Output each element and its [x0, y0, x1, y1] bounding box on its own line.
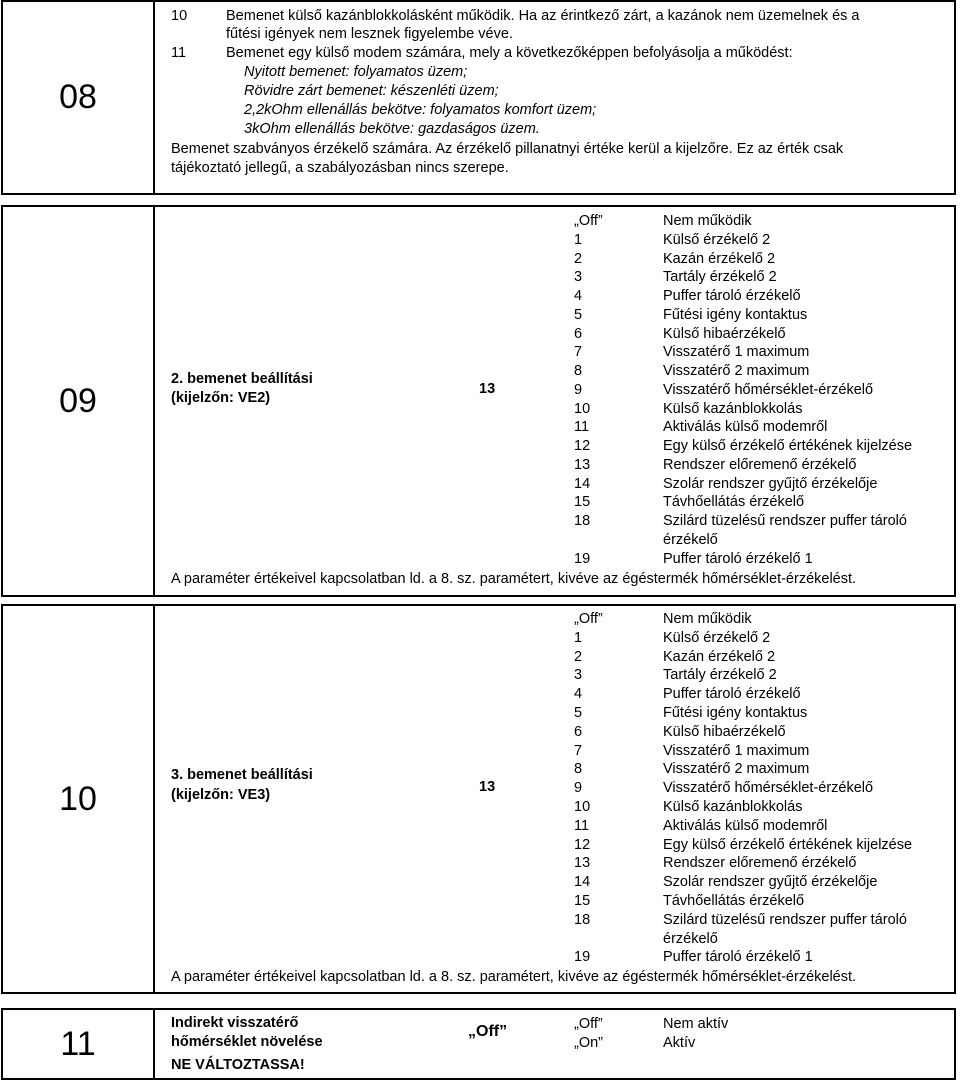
- option-code: 13: [574, 456, 591, 473]
- option-label: Rendszer előremenő érzékelő: [663, 855, 857, 872]
- parameter-name: 3. bemenet beállítási: [171, 767, 313, 783]
- option-label: Külső érzékelő 2: [663, 231, 771, 248]
- option-code: 15: [574, 893, 591, 909]
- warning-text: NE VÁLTOZTASSA!: [171, 1057, 305, 1073]
- mode-line: Nyitott bemenet: folyamatos üzem;: [244, 64, 468, 80]
- option-label: Puffer tároló érzékelő: [663, 288, 801, 304]
- option-label: Kazán érzékelő 2: [663, 250, 776, 267]
- option-label: Tartály érzékelő 2: [663, 269, 777, 286]
- mode-line: 2,2kOhm ellenállás bekötve: folyamatos komfort üzem;: [244, 102, 597, 118]
- option-label: Távhőellátás érzékelő: [663, 893, 805, 909]
- option-label: Kazán érzékelő 2: [663, 648, 776, 665]
- option-code: „On”: [574, 1035, 603, 1051]
- option-code: 18: [574, 911, 591, 928]
- option-code: 10: [574, 799, 591, 815]
- option-label: Szilárd tüzelésű rendszer puffer tároló: [663, 513, 907, 529]
- default-value: „Off”: [468, 1023, 508, 1040]
- option-label: Külső kazánblokkolás: [663, 799, 803, 815]
- mode-line: 3kOhm ellenállás bekötve: gazdaságos üzem.: [244, 121, 540, 137]
- option-label: Egy külső érzékelő értékének kijelzése: [663, 836, 913, 853]
- option-label: Külső érzékelő 2: [663, 629, 771, 646]
- option-code: 4: [574, 288, 583, 304]
- option-code: 5: [574, 705, 583, 721]
- option-code: 4: [574, 686, 583, 703]
- option-label: Puffer tároló érzékelő 1: [663, 949, 813, 966]
- parameter-name: hőmérséklet növelése: [171, 1034, 323, 1050]
- option-code: 3: [574, 667, 583, 684]
- option-label: Aktiválás külső modemről: [663, 419, 828, 436]
- mode-line: Rövidre zárt bemenet: készenléti üzem;: [244, 83, 499, 99]
- option-code: 12: [574, 836, 591, 853]
- parameter-08-section: [1, 0, 956, 195]
- option-code: 11: [574, 817, 590, 834]
- footer-text: tájékoztató jellegű, a szabályozásban nincs szerepe.: [171, 160, 509, 176]
- option-code: 7: [574, 344, 583, 361]
- option-label: Fűtési igény kontaktus: [663, 306, 808, 323]
- option-label: Külső hibaérzékelő: [663, 325, 786, 342]
- option-label: Nem működik: [663, 611, 752, 627]
- option-label: Visszatérő 2 maximum: [663, 761, 810, 778]
- option-code: „Off”: [574, 1016, 603, 1032]
- option-code: 14: [574, 475, 591, 492]
- option-code: 12: [574, 438, 591, 454]
- option-code: 2: [574, 250, 583, 267]
- option-text: Bemenet egy külső modem számára, mely a következőképpen befolyásolja a működést:: [226, 45, 793, 61]
- option-code: 9: [574, 381, 583, 398]
- option-code: 10: [171, 8, 188, 24]
- option-code: 11: [574, 419, 590, 436]
- option-code: 19: [574, 949, 591, 966]
- default-value: 13: [479, 779, 496, 795]
- option-label: Puffer tároló érzékelő: [663, 686, 801, 703]
- option-code: 5: [574, 306, 583, 323]
- option-label: Tartály érzékelő 2: [663, 667, 777, 684]
- option-code: 10: [574, 400, 591, 417]
- parameter-09-section: [1, 205, 956, 597]
- option-label: érzékelő: [663, 531, 718, 548]
- option-code: 11: [171, 45, 187, 61]
- option-label: Szolár rendszer gyűjtő érzékelője: [663, 874, 878, 891]
- option-code: 7: [574, 742, 583, 759]
- option-label: Visszatérő 2 maximum: [663, 363, 810, 379]
- option-label: Szilárd tüzelésű rendszer puffer tároló: [663, 911, 907, 928]
- option-code: 9: [574, 780, 583, 797]
- option-label: Egy külső érzékelő értékének kijelzése: [663, 438, 913, 454]
- option-label: Rendszer előremenő érzékelő: [663, 456, 857, 473]
- option-code: 1: [574, 231, 583, 248]
- parameter-number: 08: [3, 2, 155, 193]
- option-code: 2: [574, 648, 583, 665]
- option-code: 6: [574, 325, 583, 342]
- option-label: Külső hibaérzékelő: [663, 723, 786, 740]
- parameter-number: 09: [3, 207, 155, 595]
- parameter-number: 11: [3, 1010, 155, 1078]
- parameter-name: (kijelzőn: VE3): [171, 787, 271, 803]
- parameter-number: 10: [3, 606, 155, 992]
- option-label: Szolár rendszer gyűjtő érzékelője: [663, 475, 878, 492]
- parameter-name: (kijelzőn: VE2): [171, 390, 271, 406]
- option-code: 13: [574, 855, 591, 872]
- option-text: Bemenet külső kazánblokkolásként működik. Ha az érintkező zárt, a kazánok nem üzemelnek és a: [226, 8, 860, 24]
- option-code: 18: [574, 513, 591, 529]
- option-code: 1: [574, 629, 583, 646]
- parameter-description: [153, 2, 954, 193]
- option-code: 3: [574, 269, 583, 286]
- option-label: Távhőellátás érzékelő: [663, 494, 805, 511]
- option-label: Visszatérő 1 maximum: [663, 742, 810, 759]
- option-code: 14: [574, 874, 591, 891]
- parameter-name: Indirekt visszatérő: [171, 1015, 299, 1031]
- option-label: Nem aktív: [663, 1016, 729, 1032]
- option-label: Aktiválás külső modemről: [663, 817, 828, 834]
- parameter-name: 2. bemenet beállítási: [171, 371, 313, 387]
- option-label: Visszatérő 1 maximum: [663, 344, 810, 361]
- option-label: Visszatérő hőmérséklet-érzékelő: [663, 780, 874, 797]
- option-code: 6: [574, 723, 583, 740]
- option-code: 15: [574, 494, 591, 511]
- option-label: Fűtési igény kontaktus: [663, 705, 808, 721]
- option-label: Nem működik: [663, 213, 752, 229]
- parameter-11-section: [1, 1008, 956, 1080]
- default-value: 13: [479, 381, 496, 397]
- option-text: fűtési igények nem lesznek figyelembe véve.: [226, 26, 513, 42]
- option-code: „Off”: [574, 611, 603, 627]
- option-label: Puffer tároló érzékelő 1: [663, 550, 813, 567]
- option-label: érzékelő: [663, 930, 718, 947]
- footer-text: Bemenet szabványos érzékelő számára. Az érzékelő pillanatnyi értéke kerül a kijelzőre. Ez az érték csak: [171, 141, 844, 157]
- option-code: 19: [574, 550, 591, 567]
- parameter-10-section: [1, 604, 956, 994]
- parameter-note: A paraméter értékeivel kapcsolatban ld. a 8. sz. paramétert, kivéve az égéstermék hőmérséklet-érzékelést.: [171, 969, 857, 985]
- option-label: Aktív: [663, 1035, 696, 1051]
- option-code: „Off”: [574, 213, 603, 229]
- option-code: 8: [574, 363, 583, 379]
- option-label: Visszatérő hőmérséklet-érzékelő: [663, 381, 874, 398]
- option-label: Külső kazánblokkolás: [663, 400, 803, 417]
- option-code: 8: [574, 761, 583, 778]
- parameter-note: A paraméter értékeivel kapcsolatban ld. a 8. sz. paramétert, kivéve az égéstermék hőmérséklet-érzékelést.: [171, 571, 857, 587]
